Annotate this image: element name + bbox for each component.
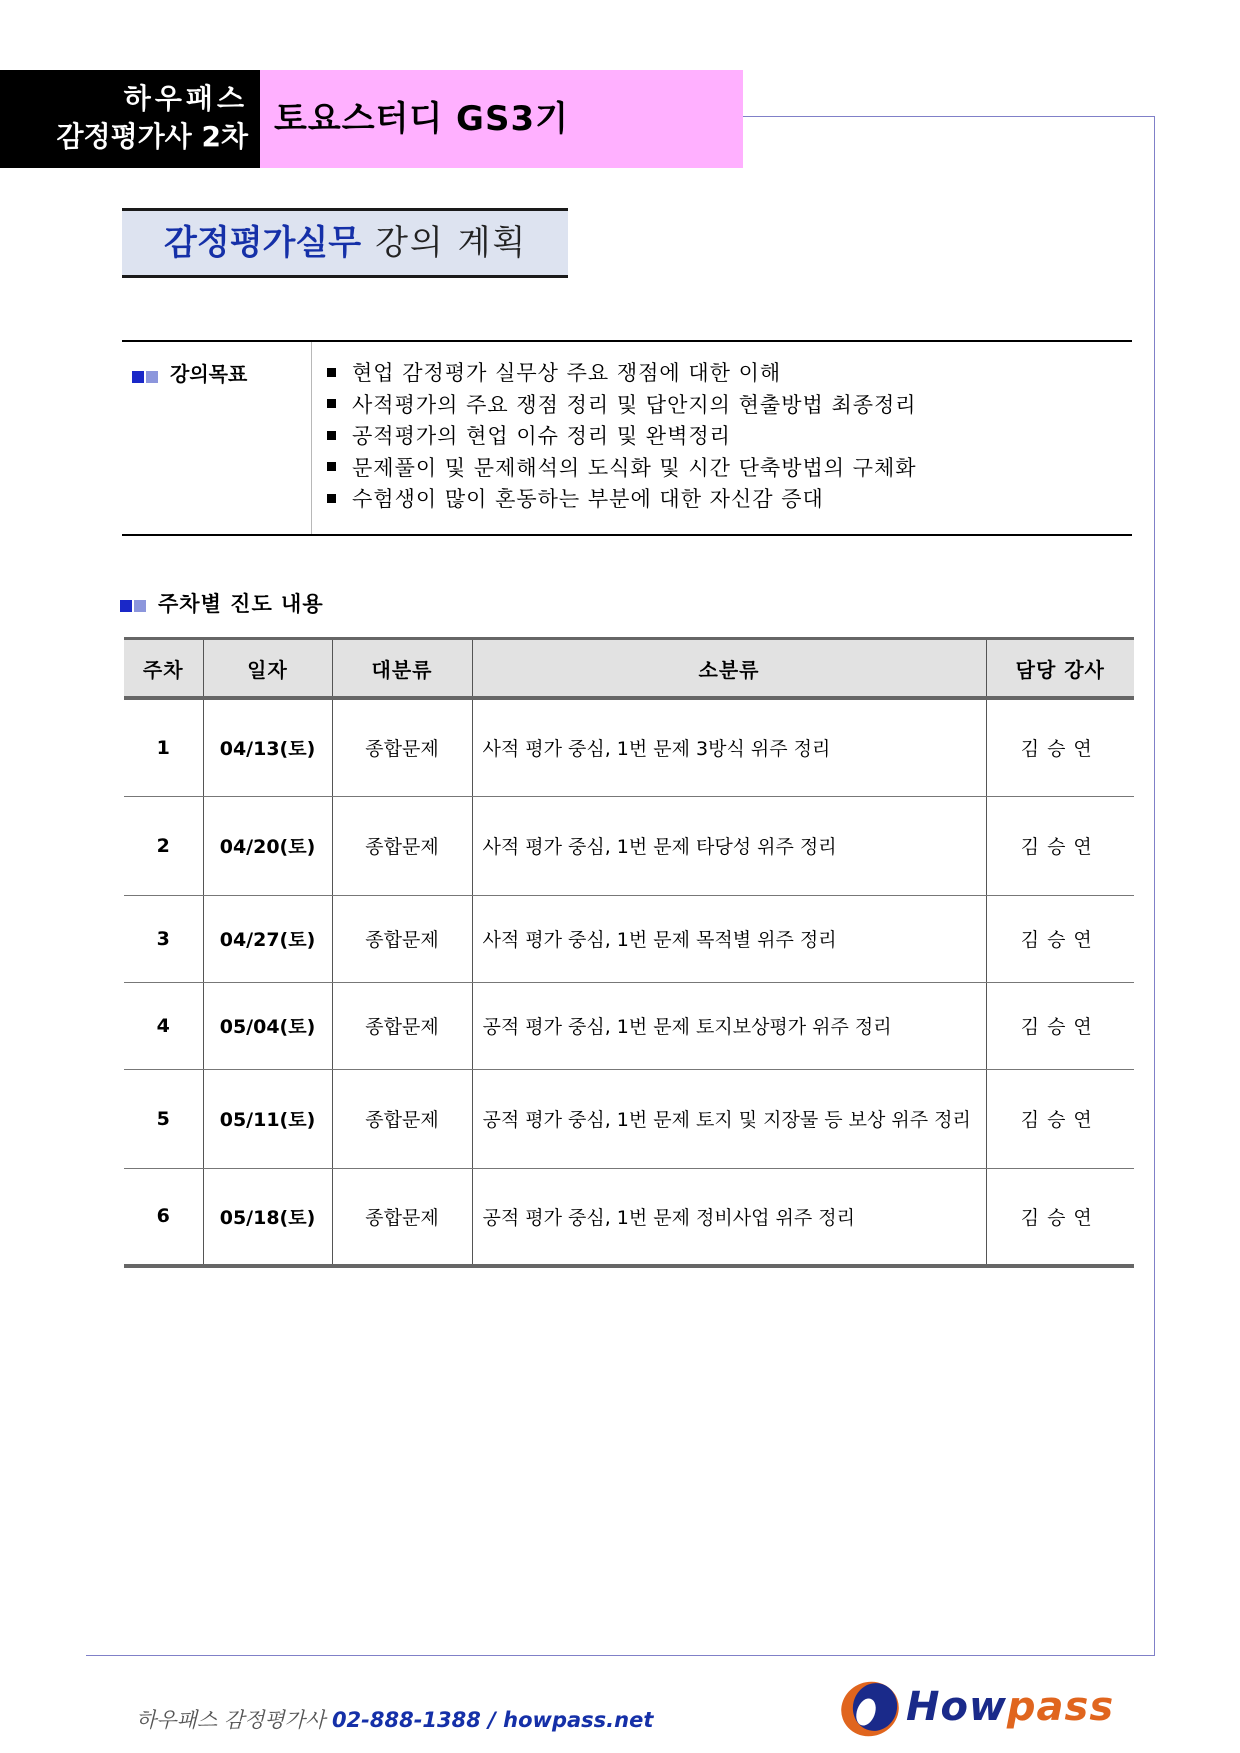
objective-item: 현업 감정평가 실무상 주요 쟁점에 대한 이해	[327, 358, 917, 390]
cell-week: 6	[124, 1168, 203, 1266]
col-header-category: 대분류	[332, 639, 472, 699]
objective-item: 공적평가의 현업 이슈 정리 및 완벽정리	[327, 421, 917, 453]
page-title-main: 감정평가실무	[164, 223, 362, 263]
cell-date: 05/04(토)	[203, 982, 332, 1069]
cell-detail: 공적 평가 중심, 1번 문제 정비사업 위주 정리	[472, 1168, 986, 1266]
cell-instructor: 김승연	[986, 1069, 1134, 1168]
cell-category: 종합문제	[332, 796, 472, 895]
table-row	[124, 895, 1134, 982]
cell-instructor: 김승연	[986, 1168, 1134, 1266]
cell-week: 2	[124, 796, 203, 895]
col-header-detail: 소분류	[472, 639, 986, 699]
cell-detail: 사적 평가 중심, 1번 문제 3방식 위주 정리	[472, 698, 986, 796]
cell-category: 종합문제	[332, 895, 472, 982]
progress-heading: 주차별 진도 내용	[120, 588, 324, 618]
table-header-row	[124, 639, 1134, 699]
cell-instructor: 김승연	[986, 895, 1134, 982]
col-header-instructor: 담당 강사	[986, 639, 1134, 699]
objective-item: 사적평가의 주요 쟁점 정리 및 답안지의 현출방법 최종정리	[327, 390, 917, 422]
objectives-list	[327, 358, 917, 516]
objectives-section	[122, 340, 1132, 536]
cell-category: 종합문제	[332, 1069, 472, 1168]
cell-detail: 공적 평가 중심, 1번 문제 토지보상평가 위주 정리	[472, 982, 986, 1069]
objectives-label: 강의목표	[132, 358, 247, 388]
objective-item: 문제풀이 및 문제해석의 도식화 및 시간 단축방법의 구체화	[327, 453, 917, 485]
bullet-squares-icon	[132, 364, 160, 388]
cell-date: 05/11(토)	[203, 1069, 332, 1168]
frame-line-top	[743, 116, 1154, 117]
cell-date: 04/20(토)	[203, 796, 332, 895]
col-header-week: 주차	[124, 639, 203, 699]
cell-category: 종합문제	[332, 698, 472, 796]
cell-week: 4	[124, 982, 203, 1069]
table-row	[124, 1168, 1134, 1266]
cell-week: 1	[124, 698, 203, 796]
cell-instructor: 김승연	[986, 698, 1134, 796]
table-row	[124, 698, 1134, 796]
frame-line-right	[1154, 116, 1155, 1655]
page-title-sub: 강의 계획	[375, 223, 528, 263]
table-row	[124, 1069, 1134, 1168]
cell-instructor: 김승연	[986, 982, 1134, 1069]
frame-line-bottom	[86, 1655, 1155, 1656]
brand-line2: 감정평가사 2차	[56, 120, 248, 153]
schedule-table	[124, 637, 1134, 1268]
cell-detail: 사적 평가 중심, 1번 문제 목적별 위주 정리	[472, 895, 986, 982]
cell-detail: 사적 평가 중심, 1번 문제 타당성 위주 정리	[472, 796, 986, 895]
objective-item: 수험생이 많이 혼동하는 부분에 대한 자신감 증대	[327, 484, 917, 516]
course-title: 토요스터디 GS3기	[274, 99, 569, 139]
cell-week: 3	[124, 895, 203, 982]
cell-detail: 공적 평가 중심, 1번 문제 토지 및 지장물 등 보상 위주 정리	[472, 1069, 986, 1168]
cell-date: 05/18(토)	[203, 1168, 332, 1266]
table-row	[124, 982, 1134, 1069]
logo-wordmark: Howpass	[906, 1684, 1115, 1730]
cell-instructor: 김승연	[986, 796, 1134, 895]
page-title	[122, 208, 568, 278]
table-row	[124, 796, 1134, 895]
objectives-divider	[311, 342, 312, 534]
footer-org: 하우패스 감정평가사	[136, 1708, 326, 1732]
col-header-date: 일자	[203, 639, 332, 699]
footer-contact: 02-888-1388 / howpass.net	[331, 1708, 654, 1732]
logo-mark-icon	[836, 1678, 906, 1740]
course-title-banner	[260, 70, 743, 168]
cell-week: 5	[124, 1069, 203, 1168]
bullet-squares-icon	[120, 593, 148, 617]
howpass-logo	[836, 1678, 1115, 1744]
cell-date: 04/27(토)	[203, 895, 332, 982]
brand-block	[0, 70, 260, 168]
brand-line1: 하우패스	[123, 82, 248, 115]
footer-text	[136, 1704, 653, 1734]
cell-category: 종합문제	[332, 982, 472, 1069]
cell-category: 종합문제	[332, 1168, 472, 1266]
cell-date: 04/13(토)	[203, 698, 332, 796]
